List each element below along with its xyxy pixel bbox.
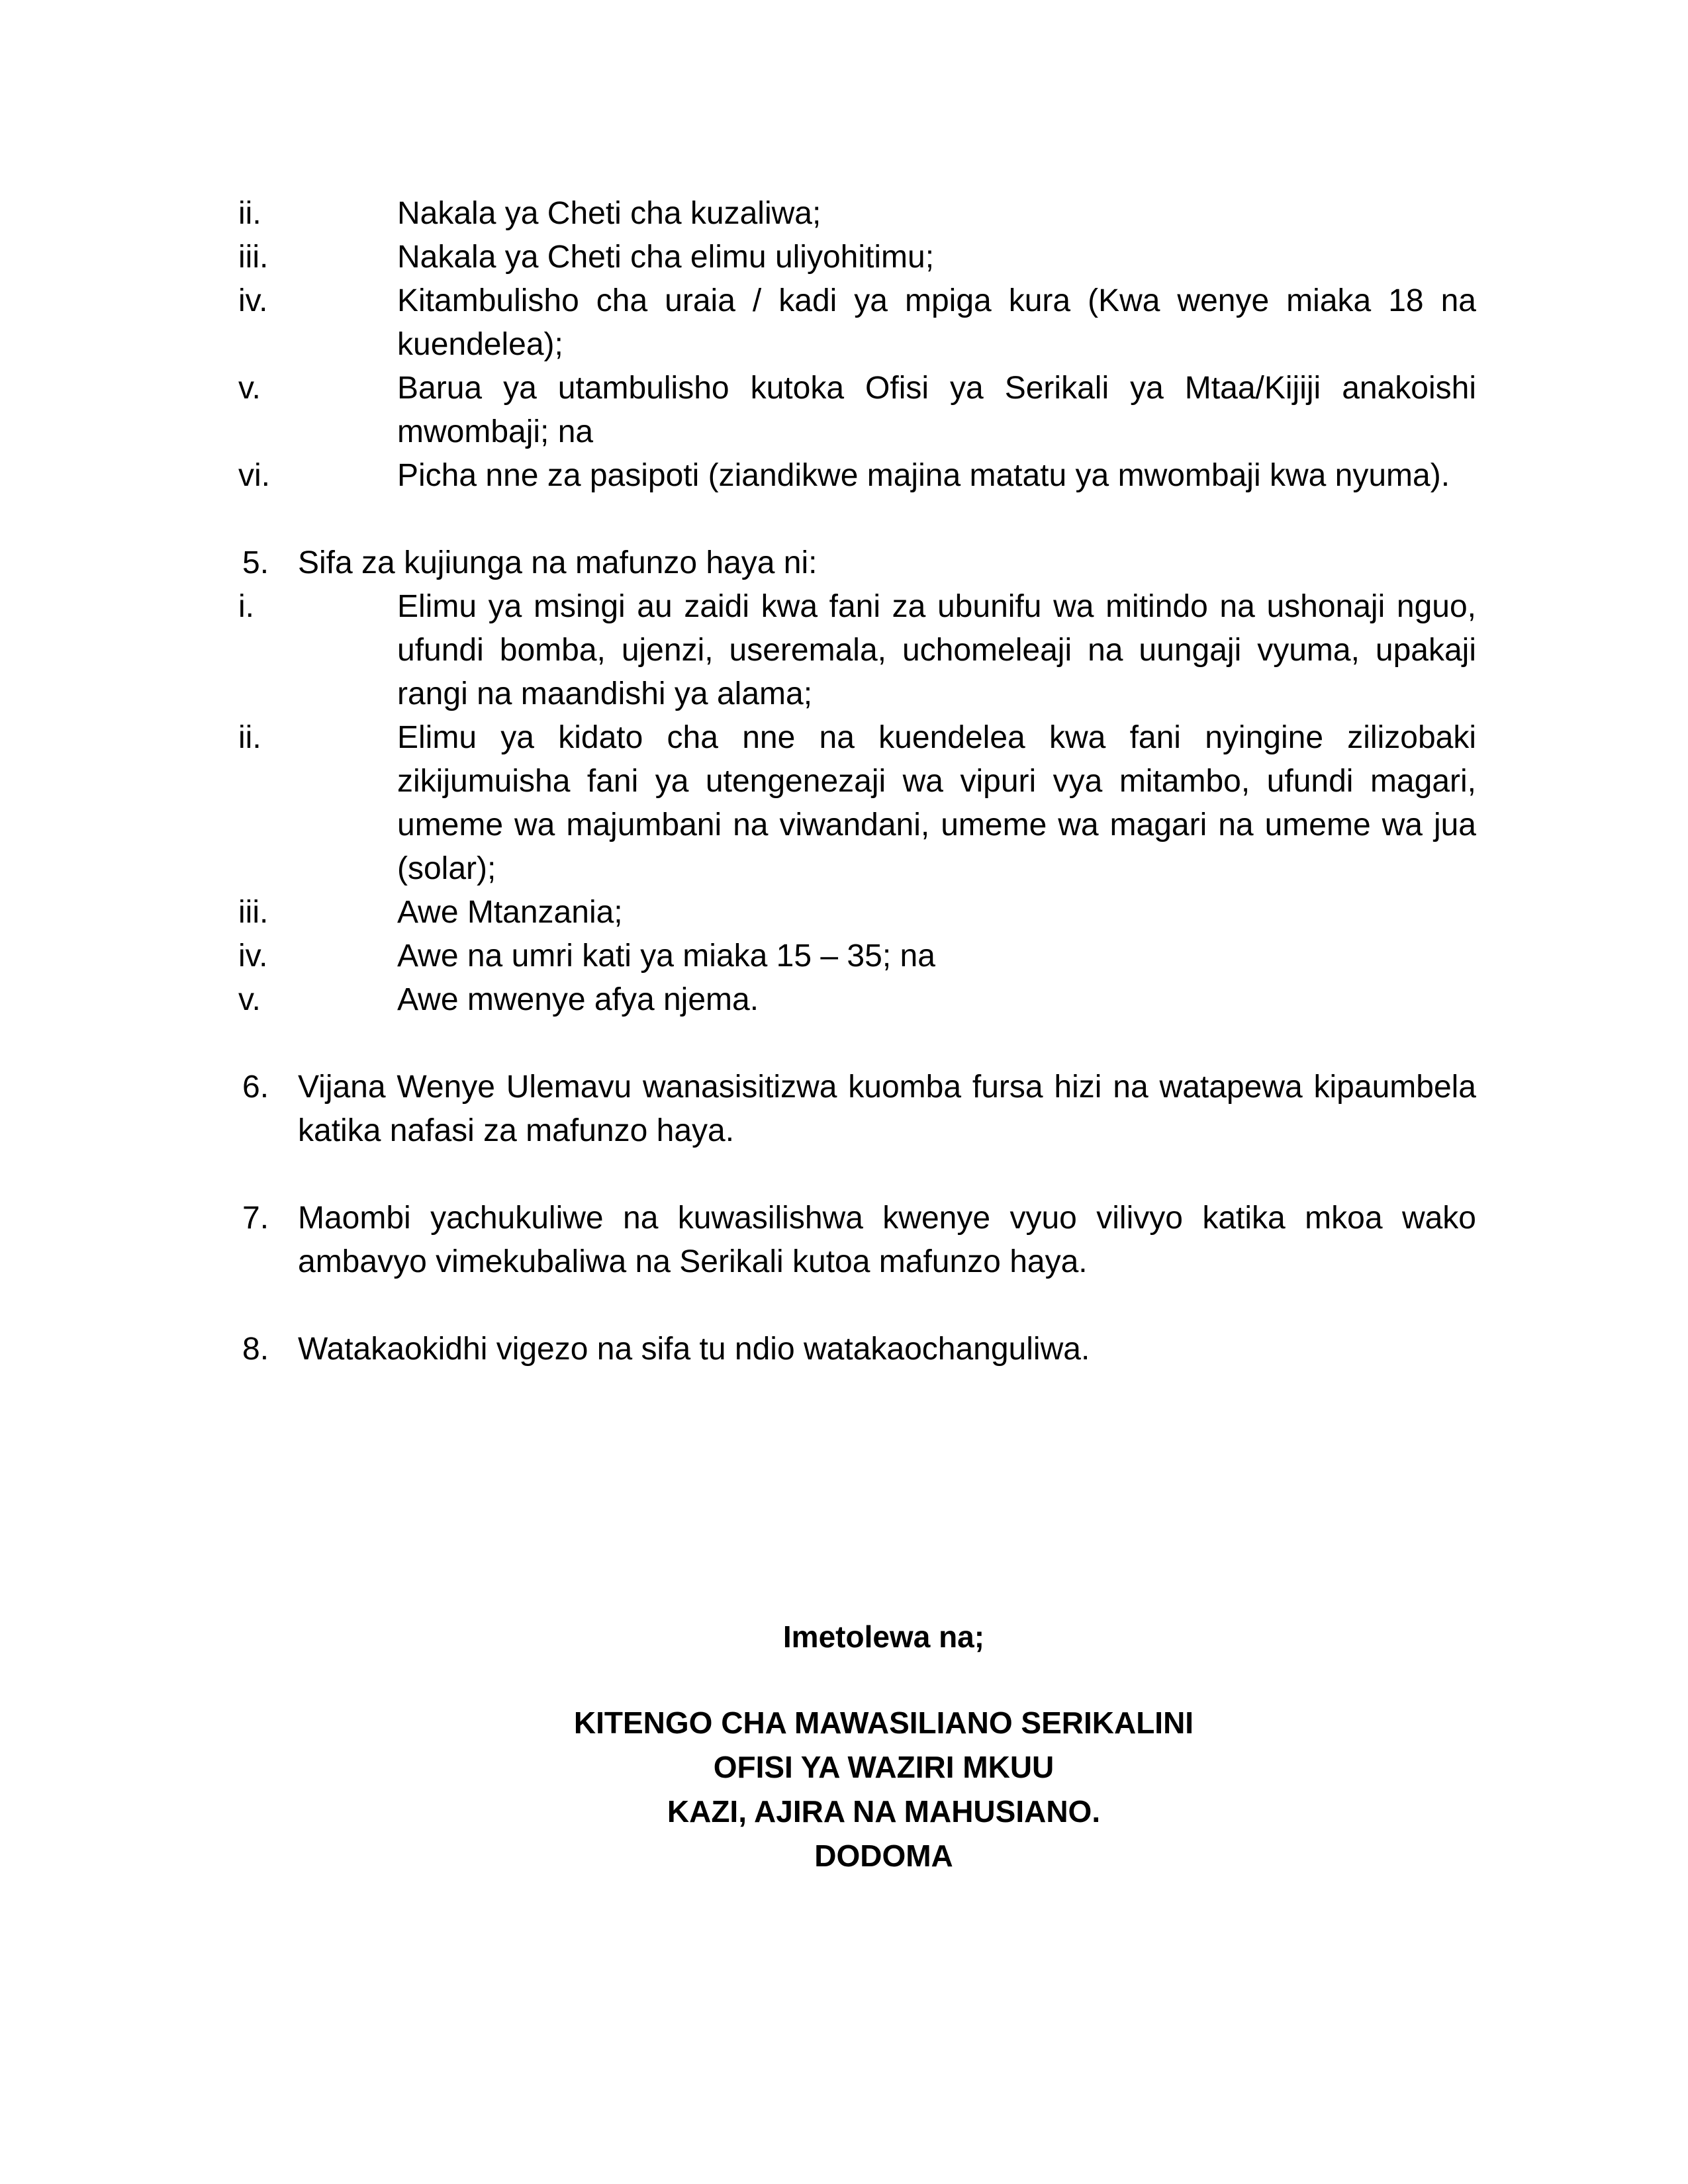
numbered-item-8 — [238, 1328, 1476, 1371]
list-item-text: Nakala ya Cheti cha elimu uliyohitimu; — [397, 240, 935, 275]
item-number: 7. — [242, 1201, 269, 1236]
list-item-text: Awe na umri kati ya miaka 15 – 35; na — [397, 938, 935, 974]
list-item — [238, 454, 1476, 498]
list-item-text: Barua ya utambulisho kutoka Ofisi ya Serikali ya Mtaa/Kijiji anakoishi mwombaji; na — [397, 371, 1476, 449]
issuer-block — [523, 1701, 1244, 1878]
eligibility-list — [238, 585, 1476, 1022]
list-item — [238, 585, 1476, 716]
issued-by-label: Imetolewa na; — [782, 1619, 985, 1654]
list-item-number: v. — [238, 982, 261, 1017]
list-item-text: Awe Mtanzania; — [397, 895, 623, 930]
issuer-location: DODOMA — [814, 1839, 953, 1873]
item-text: Vijana Wenye Ulemavu wanasisitizwa kuomba fursa hizi na watapewa kipaumbela katika nafasi za mafunzo haya. — [298, 1069, 1476, 1148]
item-text: Watakaokidhi vigezo na sifa tu ndio watakaochanguliwa. — [298, 1332, 1090, 1367]
list-item-number: vi. — [238, 458, 270, 493]
list-item — [238, 236, 1476, 279]
list-item — [238, 279, 1476, 367]
list-item — [238, 934, 1476, 978]
issuer-unit: KITENGO CHA MAWASILIANO SERIKALINI — [573, 1706, 1194, 1740]
list-item-text: Kitambulisho cha uraia / kadi ya mpiga kura (Kwa wenye miaka 18 na kuendelea); — [397, 283, 1476, 362]
issuer-department: KAZI, AJIRA NA MAHUSIANO. — [667, 1794, 1101, 1829]
document-body — [238, 192, 1476, 1371]
list-item-text: Picha nne za pasipoti (ziandikwe majina matatu ya mwombaji kwa nyuma). — [397, 458, 1450, 493]
list-item-number: ii. — [238, 720, 261, 755]
list-item-number: ii. — [238, 196, 261, 231]
list-item-number: iii. — [238, 895, 269, 930]
list-item-number: iv. — [238, 938, 268, 974]
item-text: Maombi yachukuliwe na kuwasilishwa kwenye vyuo vilivyo katika mkoa wako ambavyo vimekubaliwa na Serikali kutoa mafunzo haya. — [298, 1201, 1476, 1279]
requirements-list-continued — [238, 192, 1476, 498]
item-text: Sifa za kujiunga na mafunzo haya ni: — [298, 545, 818, 580]
list-item-number: iv. — [238, 283, 268, 318]
list-item-text: Nakala ya Cheti cha kuzaliwa; — [397, 196, 821, 231]
item-number: 8. — [242, 1332, 269, 1367]
list-item — [238, 716, 1476, 891]
list-item-number: iii. — [238, 240, 269, 275]
list-item — [238, 891, 1476, 934]
list-item-number: i. — [238, 589, 254, 624]
list-item-text: Awe mwenye afya njema. — [397, 982, 759, 1017]
numbered-item-5 — [238, 541, 1476, 1022]
list-item — [238, 367, 1476, 454]
list-item — [238, 192, 1476, 236]
item-number: 5. — [242, 545, 269, 580]
list-item-text: Elimu ya msingi au zaidi kwa fani za ubunifu wa mitindo na ushonaji nguo, ufundi bomba, ujenzi, useremala, uchomeleaji na uungaji vyuma, upakaji rangi na maandishi ya alama; — [397, 589, 1476, 711]
list-item-text: Elimu ya kidato cha nne na kuendelea kwa fani nyingine zilizobaki zikijumuisha fani ya utengenezaji wa vipuri vya mitambo, ufundi magari, umeme wa majumbani na viwandani, umeme wa magari na umeme wa jua (solar); — [397, 720, 1476, 886]
list-item — [238, 978, 1476, 1022]
numbered-item-7 — [238, 1197, 1476, 1284]
issuer-office: OFISI YA WAZIRI MKUU — [713, 1750, 1055, 1784]
list-item-number: v. — [238, 371, 261, 406]
numbered-item-6 — [238, 1066, 1476, 1153]
item-number: 6. — [242, 1069, 269, 1105]
